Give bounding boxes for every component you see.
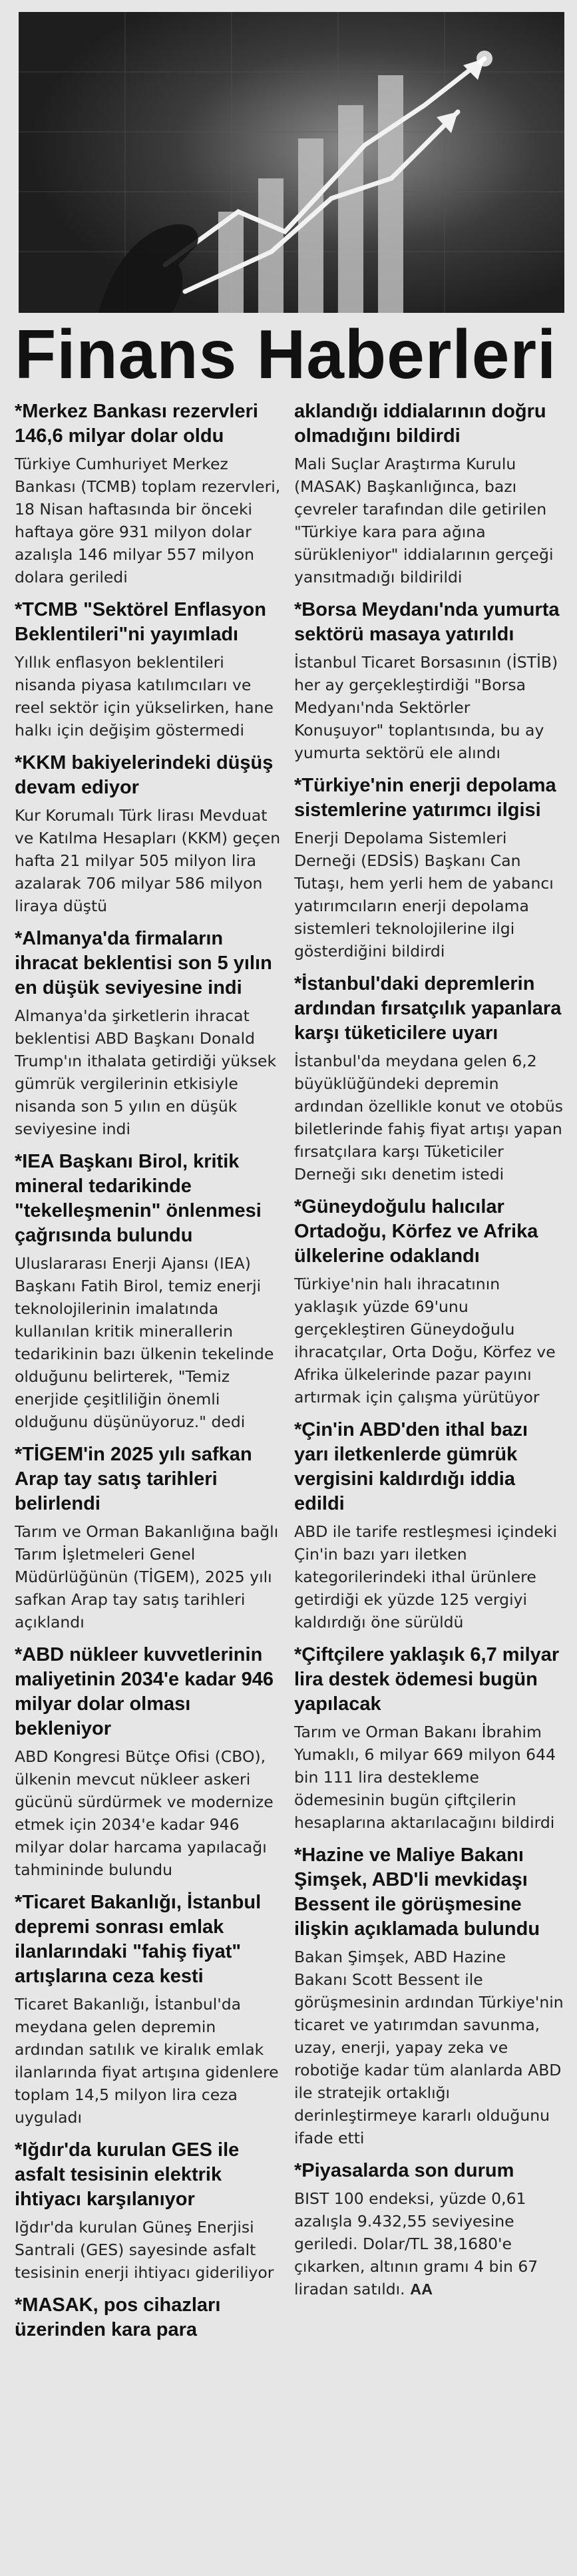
news-title: *Çiftçilere yaklaşık 6,7 milyar lira destek ödemesi bugün yapılacak [294, 1644, 560, 1715]
growth-arrows-image [19, 12, 564, 313]
news-body: Mali Suçlar Araştırma Kurulu (MASAK) Başkanlığınca, bazı çevreler tarafından dile getirilen "Türkiye kara para ağına sürükleniyor" iddialarının gerçeği yansıtmadığı bildirildi [294, 455, 554, 586]
news-item [15, 2293, 284, 2342]
news-item [294, 1843, 564, 2149]
right-news-column [294, 399, 564, 2563]
news-title: aklandığı iddialarının doğru olmadığını bildirdi [294, 401, 546, 447]
news-body: Tarım ve Orman Bakanı İbrahim Yumaklı, 6 milyar 669 milyon 644 bin 111 lira destekleme ödemesinin bugün çiftçilerin hesaplarına aktarılacağını bildirdi [294, 1723, 556, 1832]
news-title: *Borsa Meydanı'nda yumurta sektörü masaya yatırıldı [294, 599, 560, 645]
news-body: Yıllık enflasyon beklentileri nisanda piyasa katılımcıları ve reel sektör için yükselirken, hane halkı için değişim göstermedi [15, 653, 274, 740]
news-item [294, 399, 564, 588]
news-title: *Ticaret Bakanlığı, İstanbul depremi sonrası emlak ilanlarındaki "fahiş fiyat" artışlarına ceza kesti [15, 1892, 262, 1987]
news-body: Kur Korumalı Türk lirası Mevduat ve Katılma Hesapları (KKM) geçen hafta 21 milyar 505 milyon lira azalarak 706 milyar 586 milyon liraya düştü [15, 806, 281, 915]
news-item [294, 598, 564, 764]
news-item [294, 1418, 564, 1633]
news-item [15, 927, 284, 1140]
news-title: *TCMB "Sektörel Enflasyon Beklentileri"ni yayımladı [15, 599, 266, 645]
news-item [15, 2138, 284, 2284]
news-title: *Almanya'da firmaların ihracat beklentisi son 5 yılın en düşük seviyesine indi [15, 928, 272, 998]
news-title: *TİGEM'in 2025 yılı safkan Arap tay satış tarihleri belirlendi [15, 1444, 252, 1514]
news-item [294, 773, 564, 963]
news-title: *Çin'in ABD'den ithal bazı yarı iletkenlerde gümrük vergisini kaldırdığı iddia edildi [294, 1419, 528, 1514]
hero-image [19, 12, 564, 313]
news-title: *Merkez Bankası rezervleri 146,6 milyar dolar oldu [15, 401, 258, 447]
news-item [15, 598, 284, 742]
news-body: Bakan Şimşek, ABD Hazine Bakanı Scott Bessent ile görüşmesinin ardından Türkiye'nin ticaret ve yatırımdan savunma, uzay, enerji, yapay zeka ve robotiğe kadar tüm alanlarda ABD ile stratejik ortaklığı derinleştirmeye kararlı olduğunu ifade etti [294, 1948, 564, 2147]
news-body: İstanbul'da meydana gelen 6,2 büyüklüğündeki depremin ardından özellikle konut ve otobüs biletlerinde fahiş fiyat artışı yapan fırsatçılara karşı Tüketiciler Derneği sıkı denetim istedi [294, 1052, 563, 1183]
news-title: *İstanbul'daki depremlerin ardından fırsatçılık yapanlara karşı tüketicilere uyarı [294, 973, 562, 1044]
news-title: *IEA Başkanı Birol, kritik mineral tedarikinde "tekelleşmenin" önlenmesi çağrısında bulundu [15, 1151, 262, 1246]
news-body: Almanya'da şirketlerin ihracat beklentisi ABD Başkanı Donald Trump'ın ithalata getirdiği yüksek gümrük vergilerinin etkisiyle nisanda son 5 yılın en düşük seviyesine indi [15, 1006, 277, 1138]
news-item [15, 1890, 284, 2129]
news-title: *Güneydoğulu halıcılar Ortadoğu, Körfez ve Afrika ülkelerine odaklandı [294, 1196, 538, 1267]
news-body: Iğdır'da kurulan Güneş Enerjisi Santrali (GES) sayesinde asfalt tesisinin enerji ihtiyacı gideriliyor [15, 2218, 274, 2282]
news-body: İstanbul Ticaret Borsasının (İSTİB) her ay gerçekleştirdiği "Borsa Medyanı'nda Sektörler Konuşuyor" toplantısında, bu ay yumurta sektörü ele alındı [294, 653, 558, 762]
news-title: *MASAK, pos cihazları üzerinden kara para [15, 2294, 221, 2340]
news-body: ABD Kongresi Bütçe Ofisi (CBO), ülkenin mevcut nükleer askeri gücünü sürdürmek ve modernize etmek için 2034'e kadar 946 milyar dolar harcama yapılacağı tahmininde bulundu [15, 1747, 274, 1879]
news-item [15, 1442, 284, 1633]
page-title: Finans Haberleri [15, 316, 557, 393]
news-body: ABD ile tarife restleşmesi içindeki Çin'in bazı yarı iletken kategorilerindeki ithal ürünlere getirdiği ek yüzde 125 vergiyi kaldırdığı öne sürüldü [294, 1522, 558, 1631]
news-title: *Piyasalarda son durum [294, 2160, 514, 2181]
news-title: *Iğdır'da kurulan GES ile asfalt tesisinin elektrik ihtiyacı karşılanıyor [15, 2139, 240, 2210]
news-body: Ticaret Bakanlığı, İstanbul'da meydana gelen depremin ardından satılık ve kiralık emlak ilanlarında fiyat artışına gidenlere toplam 14,5 milyon lira ceza uyguladı [15, 1995, 279, 2127]
news-item [294, 972, 564, 1185]
news-item [15, 399, 284, 588]
news-title: *ABD nükleer kuvvetlerinin maliyetinin 2034'e kadar 946 milyar dolar olması bekleniyor [15, 1644, 274, 1739]
news-body: Uluslararası Enerji Ajansı (IEA) Başkanı Fatih Birol, temiz enerji teknolojilerinin imalatında kullanılan kritik minerallerin tedarikinin bazı ülkenin tekelinde olduğunu belirterek, "Temiz enerjide çeşitliliğin önemli olduğunu düşünüyoruz." dedi [15, 1254, 274, 1431]
news-body: Tarım ve Orman Bakanlığına bağlı Tarım İşletmeleri Genel Müdürlüğünün (TİGEM), 2025 yılı safkan Arap tay satış tarihleri açıklandı [15, 1522, 279, 1631]
news-item [15, 751, 284, 917]
news-item [294, 1643, 564, 1834]
agency-signature: AA [410, 2280, 433, 2298]
news-item [294, 2159, 564, 2300]
news-item [15, 1643, 284, 1881]
news-item [294, 1195, 564, 1408]
news-title: *KKM bakiyelerindeki düşüş devam ediyor [15, 752, 274, 798]
news-body: Türkiye'nin halı ihracatının yaklaşık yüzde 69'unu gerçekleştiren Güneydoğulu ihracatçılar, Orta Doğu, Körfez ve Afrika ülkelerinde pazar payını artırmak için çalışma yürütüyor [294, 1275, 556, 1406]
news-title: *Hazine ve Maliye Bakanı Şimşek, ABD'li mevkidaşı Bessent ile görüşmesine ilişkin açıklamada bulundu [294, 1844, 540, 1940]
news-title: *Türkiye'nin enerji depolama sistemlerine yatırımcı ilgisi [294, 775, 556, 821]
news-body: Türkiye Cumhuriyet Merkez Bankası (TCMB) toplam rezervleri, 18 Nisan haftasında bir önceki haftaya göre 931 milyon dolar azalışla 146 milyar 557 milyon dolara geriledi [15, 455, 281, 586]
news-body: Enerji Depolama Sistemleri Derneği (EDSİS) Başkanı Can Tutaşı, hem yerli hem de yabancı yatırımcıların enerji depolama sistemleri teknolojilerine ilgi gösterdiğini bildirdi [294, 829, 554, 961]
left-news-column [15, 399, 284, 2563]
news-body [294, 2187, 564, 2300]
news-item [15, 1150, 284, 1433]
news-body-text: BIST 100 endeksi, yüzde 0,61 azalışla 9.432,55 seviyesine geriledi. Dolar/TL 38,1680'e çıkarken, altının gramı 4 bin 67 liradan satıldı. [294, 2189, 538, 2298]
